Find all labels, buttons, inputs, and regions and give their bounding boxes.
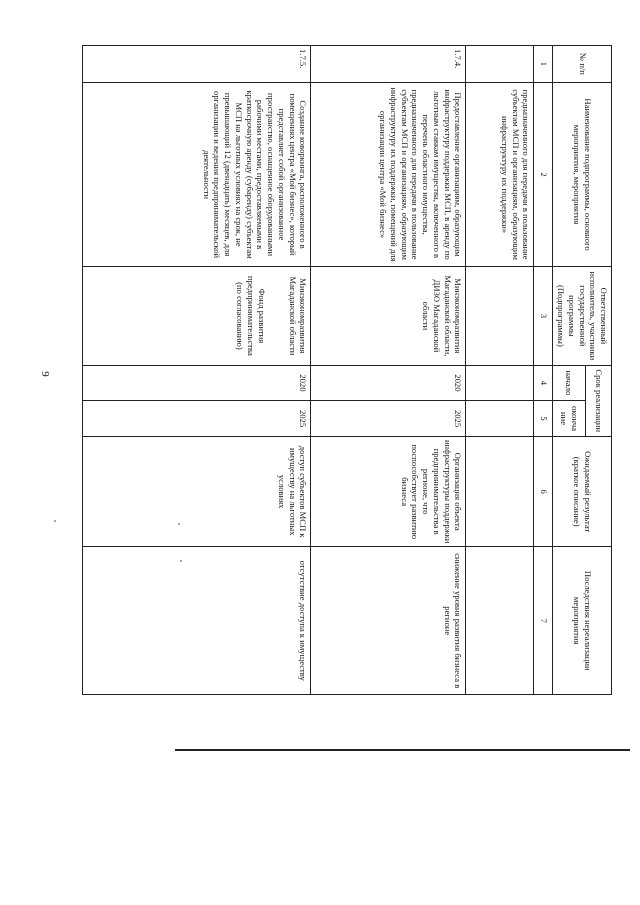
row-responsible-extra: Фонд развития предпринимательства (по согласованию) [235,276,267,356]
row-start [466,365,534,401]
index-cell: 3 [534,267,553,365]
row-name: Предоставление организациям, образующим инфраструктуру поддержки МСП, в аренду по льготным ставкам имущества, включенного в перечень областного имущества, предназначенного для передачи в пользование субъектам МСП и организациям, образующим инфраструктуру их поддержки, помещений для организации центра «Мой бизнес» [311,82,466,266]
row-name: предназначенного для передачи в пользование субъектам МСП и организациям, образующим инфраструктуру их поддержки» [466,82,534,266]
row-responsible-cell [83,267,311,365]
header-responsible: Ответственный исполнитель, участники государственной программы (Подпрограммы) [553,267,612,365]
index-cell: 5 [534,401,553,437]
header-result: Ожидаемый результат (краткое описание) [553,436,612,547]
index-cell: 6 [534,436,553,547]
row-result: Организация объекта инфраструктуры поддержки предпринимательства в регионе, что поспособствует развитию бизнеса [311,436,466,547]
row-end: 2025 [83,401,311,437]
index-cell: 2 [534,82,553,266]
row-consequences [466,547,534,695]
page-number: 9 [38,371,51,377]
header-name: Наименование подпрограммы, основного мероприятия, мероприятия [553,82,612,266]
header-period: Срок реализации [585,365,611,436]
header-start: начало [553,365,585,401]
row-end: 2025 [311,401,466,437]
column-index-row [534,46,553,695]
rotated-table-wrapper [82,45,612,695]
scan-speck [54,520,56,522]
row-num: 1.7.4. [311,46,466,83]
row-end [466,401,534,437]
row-result: доступ субъектов МСП к имуществу на льготных условиях [83,436,311,547]
horizontal-rule [175,749,630,751]
header-num: № п/п [553,46,612,83]
row-consequences: отсутствие доступа к имуществу [83,547,311,695]
row-name: Создание коворкинга, расположенного в помещениях центра «Мой бизнес», который представляет собой организованное пространство, оснащенное оборудованными рабочими местами, предоставляемыми в краткосрочную аренду (субаренду) субъектам МСП на льготных условиях на срок, не превышающий 12 (двенадцать) месяцев, для организации и ведения предпринимательской деятельности [83,82,311,266]
index-cell: 4 [534,365,553,401]
program-measures-table [82,45,612,695]
index-cell: 1 [534,46,553,83]
row-responsible: Минэкономразвития Магаданской области, ДИЗО Магаданской области [311,267,466,365]
row-responsible [466,267,534,365]
index-cell: 7 [534,547,553,695]
spacer [267,270,287,361]
row-num: 1.7.5. [83,46,311,83]
header-consequences: Последствия нереализации мероприятия [553,547,612,695]
row-start: 2020 [83,365,311,401]
table-row [311,46,466,695]
row-result [466,436,534,547]
row-consequences: снижение уровня развития бизнеса в регионе [311,547,466,695]
row-num [466,46,534,83]
row-start: 2020 [311,365,466,401]
table-row [466,46,534,695]
row-responsible: Минэкономразвития Магаданской области [287,276,309,356]
header-end: оконча ние [553,401,585,437]
table-row [83,46,311,695]
